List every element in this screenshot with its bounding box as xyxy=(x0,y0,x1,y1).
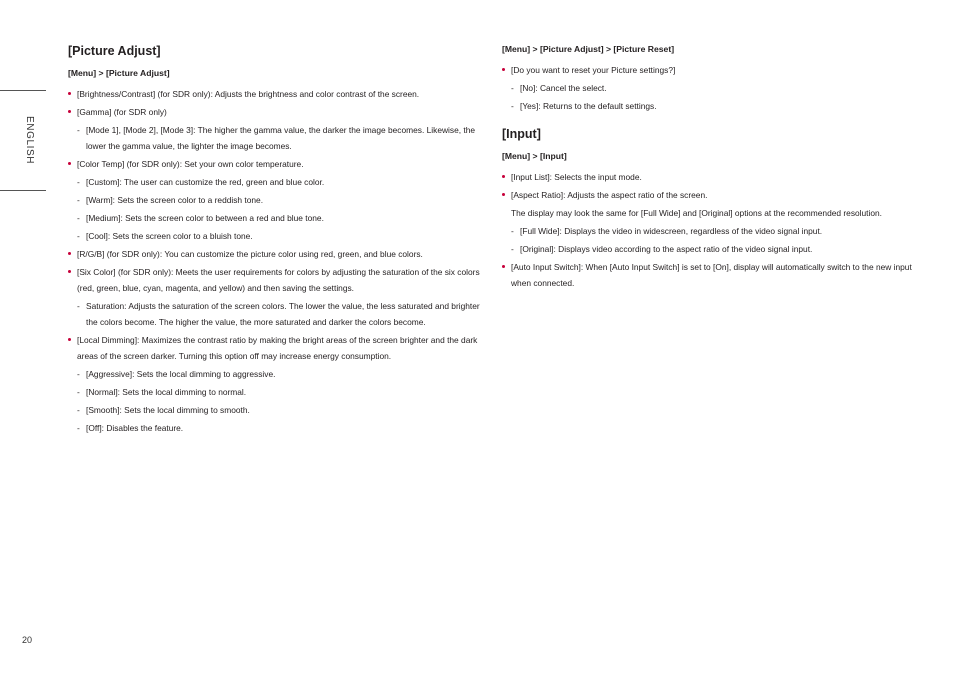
list-item: [Do you want to reset your Picture settings?] xyxy=(502,62,914,78)
list-subitem: - Saturation: Adjusts the saturation of the screen colors. The lower the value, the less saturated and brighter the colors become. The higher the value, the more saturated and darker the colors become. xyxy=(68,298,484,330)
list-subitem: - [Mode 1], [Mode 2], [Mode 3]: The higher the gamma value, the darker the image becomes. Likewise, the lower the gamma value, the lighter the image becomes. xyxy=(68,122,484,154)
list-item: [Gamma] (for SDR only) xyxy=(68,104,484,120)
menu-path-picture-adjust: [Menu] > [Picture Adjust] xyxy=(68,68,170,78)
list-subitem: - [Normal]: Sets the local dimming to normal. xyxy=(68,384,484,400)
list-subitem: - [Smooth]: Sets the local dimming to smooth. xyxy=(68,402,484,418)
list-item: [R/G/B] (for SDR only): You can customize the picture color using red, green, and blue colors. xyxy=(68,246,484,262)
left-column xyxy=(68,43,484,438)
list-item: [Local Dimming]: Maximizes the contrast ratio by making the bright areas of the screen brighter and the dark areas of the screen darker. Turning this option off may increase energy consumption. xyxy=(68,332,484,364)
list-note: The display may look the same for [Full Wide] and [Original] options at the recommended resolution. xyxy=(511,208,883,218)
list-subitem: - [Full Wide]: Displays the video in widescreen, regardless of the video signal input. xyxy=(502,223,914,239)
picture-adjust-list xyxy=(68,86,484,436)
list-item: [Six Color] (for SDR only): Meets the user requirements for colors by adjusting the saturation of the six colors (red, green, blue, cyan, magenta, and yellow) and then saving the settings. xyxy=(68,264,484,296)
list-item: [Color Temp] (for SDR only): Set your own color temperature. xyxy=(68,156,484,172)
side-rule-bottom xyxy=(0,190,46,191)
list-subitem: - [Warm]: Sets the screen color to a reddish tone. xyxy=(68,192,484,208)
list-subitem: - [Aggressive]: Sets the local dimming to aggressive. xyxy=(68,366,484,382)
list-subitem: - [Original]: Displays video according to the aspect ratio of the video signal input. xyxy=(502,241,914,257)
side-rule-top xyxy=(0,90,46,91)
list-item: [Aspect Ratio]: Adjusts the aspect ratio of the screen. xyxy=(502,187,914,203)
menu-path-input: [Menu] > [Input] xyxy=(502,151,567,161)
menu-path-picture-reset: [Menu] > [Picture Adjust] > [Picture Reset] xyxy=(502,44,675,54)
list-subitem: - [No]: Cancel the select. xyxy=(502,80,914,96)
language-label: ENGLISH xyxy=(24,116,35,165)
list-item: [Auto Input Switch]: When [Auto Input Switch] is set to [On], display will automatically switch to the new input when connected. xyxy=(502,259,914,291)
list-item: [Input List]: Selects the input mode. xyxy=(502,169,914,185)
page-number: 20 xyxy=(22,635,33,645)
list-item: [Brightness/Contrast] (for SDR only): Adjusts the brightness and color contrast of the screen. xyxy=(68,86,484,102)
list-subitem: - [Yes]: Returns to the default settings. xyxy=(502,98,914,114)
list-subitem: - [Custom]: The user can customize the red, green and blue color. xyxy=(68,174,484,190)
list-subitem: - [Off]: Disables the feature. xyxy=(68,420,484,436)
list-subitem: - [Medium]: Sets the screen color to between a red and blue tone. xyxy=(68,210,484,226)
section-title-picture-adjust: [Picture Adjust] xyxy=(68,44,161,58)
list-subitem: - [Cool]: Sets the screen color to a bluish tone. xyxy=(68,228,484,244)
picture-reset-list xyxy=(502,62,914,114)
section-title-input: [Input] xyxy=(502,127,541,141)
right-column xyxy=(502,43,914,293)
input-list xyxy=(502,169,914,291)
